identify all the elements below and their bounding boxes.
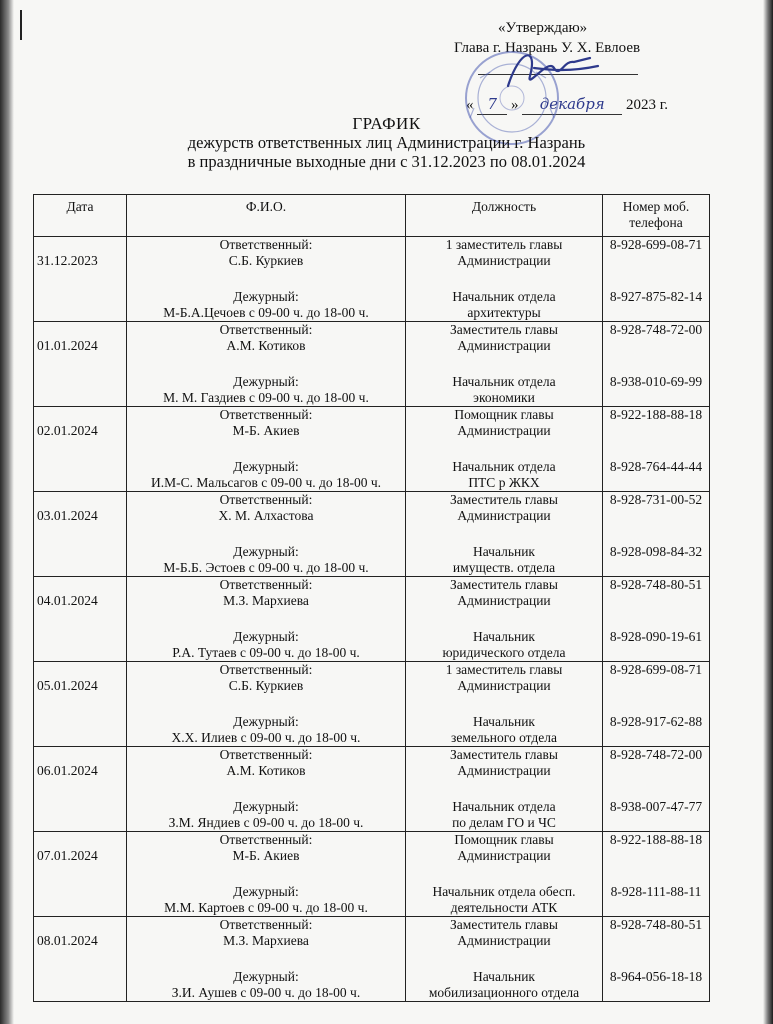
document-subtitle-line2: в праздничные выходные дни с 31.12.2023 по 08.01.2024: [187, 152, 586, 171]
duty-officer-name: М.М. Картоев с 09-00 ч. до 18-00 ч.: [164, 900, 368, 915]
responsible-phone: 8-928-699-08-71: [609, 662, 703, 677]
document-header: [0, 114, 773, 171]
name-cell: Ответственный: С.Б. Куркиев Дежурный: Х.Х. Илиев с 09-00 ч. до 18-00 ч.: [127, 662, 406, 747]
date-cell: 04.01.2024: [34, 577, 127, 662]
duty-officer-name: М-Б.А.Цечоев с 09-00 ч. до 18-00 ч.: [163, 305, 369, 320]
approval-year: 2023 г.: [626, 97, 668, 113]
table-row: [34, 577, 710, 662]
duty-schedule-table: [33, 194, 710, 1002]
responsible-phone: 8-928-748-72-00: [609, 747, 703, 762]
name-cell: Ответственный: А.М. Котиков Дежурный: М. М. Газдиев с 09-00 ч. до 18-00 ч.: [127, 322, 406, 407]
responsible-phone: 8-928-748-72-00: [609, 322, 703, 337]
position-cell: 1 заместитель главы Администрации Начальник отдела архитектуры: [406, 237, 603, 322]
name-cell: Ответственный: М-Б. Акиев Дежурный: И.М-С. Мальсагов с 09-00 ч. до 18-00 ч.: [127, 407, 406, 492]
responsible-phone: 8-922-188-88-18: [609, 832, 703, 847]
duty-officer-name: М-Б.Б. Эстоев с 09-00 ч. до 18-00 ч.: [163, 560, 369, 575]
signature-icon: [490, 38, 610, 108]
approval-day: 7: [477, 94, 507, 115]
position-cell: Помощник главы Администрации Начальник отдела ПТС р ЖКХ: [406, 407, 603, 492]
responsible-name: Х. М. Алхастова: [218, 508, 314, 523]
duty-officer-phone: 8-928-764-44-44: [609, 459, 703, 474]
responsible-name: М-Б. Акиев: [232, 423, 300, 438]
name-cell: Ответственный: Х. М. Алхастова Дежурный: М-Б.Б. Эстоев с 09-00 ч. до 18-00 ч.: [127, 492, 406, 577]
responsible-name: С.Б. Куркиев: [228, 253, 304, 268]
table-row: [34, 832, 710, 917]
responsible-phone: 8-928-731-00-52: [609, 492, 703, 507]
date-cell: 03.01.2024: [34, 492, 127, 577]
responsible-name: А.М. Котиков: [226, 338, 306, 353]
duty-officer-phone: 8-928-917-62-88: [609, 714, 703, 729]
table-row: [34, 747, 710, 832]
responsible-phone: 8-928-748-80-51: [609, 577, 703, 592]
position-cell: Заместитель главы Администрации Начальник отдела экономики: [406, 322, 603, 407]
duty-officer-name: З.М. Яндиев с 09-00 ч. до 18-00 ч.: [168, 815, 364, 830]
approval-month: декабря: [522, 94, 622, 115]
name-cell: Ответственный: М.З. Мархиева Дежурный: З.И. Аушев с 09-00 ч. до 18-00 ч.: [127, 917, 406, 1002]
phone-cell: [603, 662, 710, 747]
name-cell: Ответственный: М.З. Мархиева Дежурный: Р.А. Тутаев с 09-00 ч. до 18-00 ч.: [127, 577, 406, 662]
document-title: ГРАФИК: [352, 114, 421, 133]
responsible-name: М-Б. Акиев: [232, 848, 300, 863]
approved-label: «Утверждаю»: [498, 20, 588, 36]
table-row: [34, 237, 710, 322]
table-row: [34, 662, 710, 747]
date-cell: 05.01.2024: [34, 662, 127, 747]
approval-date: « 7 » декабря 2023 г.: [466, 95, 668, 113]
phone-cell: [603, 322, 710, 407]
head-of-city-line: Глава г. Назрань У. Х. Евлоев: [454, 40, 641, 56]
duty-officer-phone: 8-927-875-82-14: [609, 289, 703, 304]
header-phone: Номер моб. телефона: [603, 195, 710, 237]
document-subtitle-line1: дежурств ответственных лиц Администрации г. Назрань: [187, 133, 586, 152]
duty-officer-phone: 8-928-098-84-32: [609, 544, 703, 559]
phone-cell: [603, 237, 710, 322]
responsible-phone: 8-922-188-88-18: [609, 407, 703, 422]
responsible-name: С.Б. Куркиев: [228, 678, 304, 693]
date-cell: 06.01.2024: [34, 747, 127, 832]
date-cell: 01.01.2024: [34, 322, 127, 407]
date-cell: 31.12.2023: [34, 237, 127, 322]
duty-officer-phone: 8-928-111-88-11: [610, 884, 702, 899]
table-row: [34, 917, 710, 1002]
phone-cell: [603, 917, 710, 1002]
position-cell: 1 заместитель главы Администрации Начальник земельного отдела: [406, 662, 603, 747]
duty-officer-phone: 8-938-010-69-99: [609, 374, 703, 389]
date-cell: 07.01.2024: [34, 832, 127, 917]
duty-officer-name: М. М. Газдиев с 09-00 ч. до 18-00 ч.: [163, 390, 369, 405]
position-cell: Заместитель главы Администрации Начальник имуществ. отдела: [406, 492, 603, 577]
table-header-row: [34, 195, 710, 237]
date-cell: 02.01.2024: [34, 407, 127, 492]
responsible-phone: 8-928-699-08-71: [609, 237, 703, 252]
name-cell: Ответственный: М-Б. Акиев Дежурный: М.М. Картоев с 09-00 ч. до 18-00 ч.: [127, 832, 406, 917]
phone-cell: [603, 577, 710, 662]
duty-officer-name: Х.Х. Илиев с 09-00 ч. до 18-00 ч.: [171, 730, 361, 745]
duty-officer-phone: 8-928-090-19-61: [609, 629, 703, 644]
responsible-name: А.М. Котиков: [226, 763, 306, 778]
name-cell: Ответственный: С.Б. Куркиев Дежурный: М-Б.А.Цечоев с 09-00 ч. до 18-00 ч.: [127, 237, 406, 322]
responsible-phone: 8-928-748-80-51: [609, 917, 703, 932]
header-name: Ф.И.О.: [127, 195, 406, 237]
header-date: Дата: [34, 195, 127, 237]
scan-mark: [20, 10, 22, 40]
duty-officer-name: И.М-С. Мальсагов с 09-00 ч. до 18-00 ч.: [150, 475, 382, 490]
responsible-name: М.З. Мархиева: [223, 933, 309, 948]
position-cell: Заместитель главы Администрации Начальник отдела по делам ГО и ЧС: [406, 747, 603, 832]
table-row: [34, 407, 710, 492]
duty-officer-name: З.И. Аушев с 09-00 ч. до 18-00 ч.: [171, 985, 361, 1000]
position-cell: Помощник главы Администрации Начальник отдела обесп. деятельности АТК: [406, 832, 603, 917]
responsible-name: М.З. Мархиева: [223, 593, 309, 608]
duty-officer-phone: 8-964-056-18-18: [609, 969, 703, 984]
position-cell: Заместитель главы Администрации Начальник юридического отдела: [406, 577, 603, 662]
position-cell: Заместитель главы Администрации Начальник мобилизационного отдела: [406, 917, 603, 1002]
phone-cell: [603, 407, 710, 492]
header-position: Должность: [406, 195, 603, 237]
duty-officer-name: Р.А. Тутаев с 09-00 ч. до 18-00 ч.: [172, 645, 360, 660]
name-cell: Ответственный: А.М. Котиков Дежурный: З.М. Яндиев с 09-00 ч. до 18-00 ч.: [127, 747, 406, 832]
phone-cell: [603, 832, 710, 917]
date-cell: 08.01.2024: [34, 917, 127, 1002]
phone-cell: [603, 747, 710, 832]
table-row: [34, 492, 710, 577]
table-row: [34, 322, 710, 407]
duty-officer-phone: 8-938-007-47-77: [609, 799, 703, 814]
phone-cell: [603, 492, 710, 577]
